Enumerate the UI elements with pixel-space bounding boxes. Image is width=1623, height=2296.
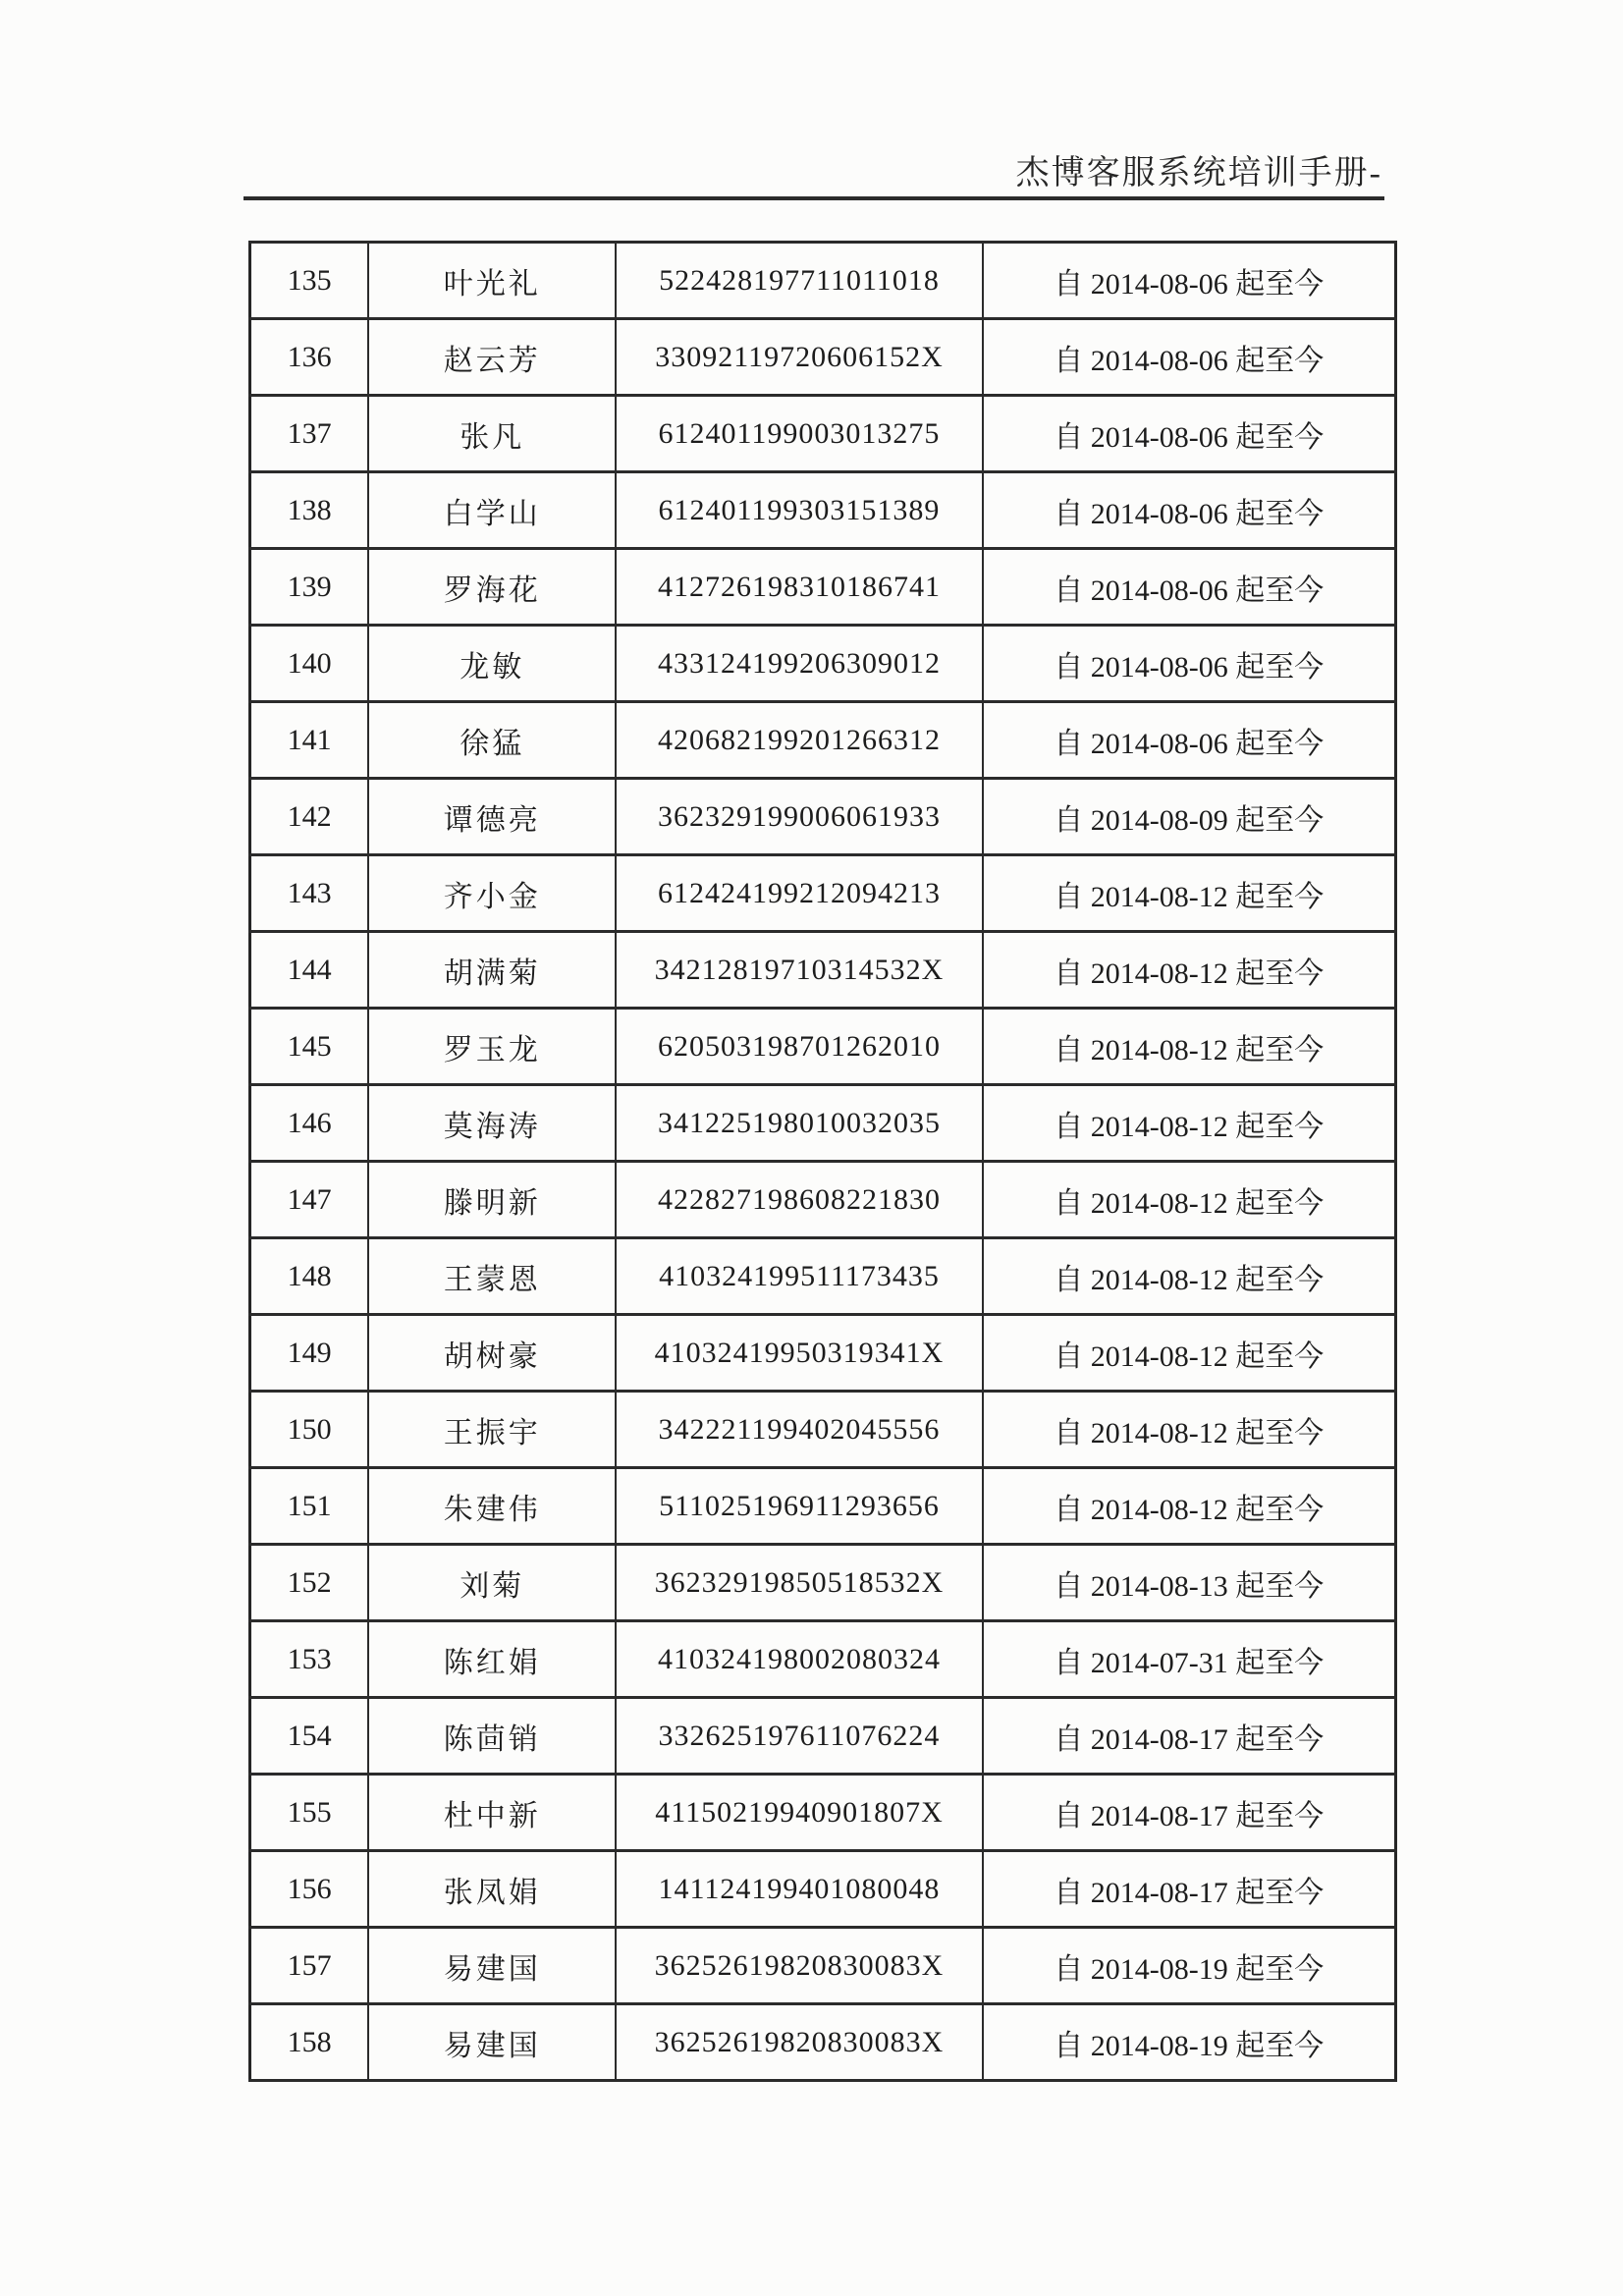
row-number-cell: 144 — [250, 932, 369, 1009]
period-cell: 自 2014-08-12 起至今 — [983, 932, 1396, 1009]
row-number-cell: 138 — [250, 472, 369, 549]
period-cell: 自 2014-08-12 起至今 — [983, 1392, 1396, 1468]
period-cell: 自 2014-08-06 起至今 — [983, 702, 1396, 779]
id-number-cell: 433124199206309012 — [616, 626, 982, 702]
table-row — [250, 2004, 1396, 2081]
table-row — [250, 626, 1396, 702]
row-number-cell: 143 — [250, 855, 369, 932]
name-cell: 齐小金 — [368, 855, 616, 932]
id-number-cell: 362329199006061933 — [616, 779, 982, 855]
period-cell: 自 2014-08-06 起至今 — [983, 396, 1396, 472]
name-cell: 张凤娟 — [368, 1851, 616, 1928]
row-number-cell: 142 — [250, 779, 369, 855]
period-cell: 自 2014-08-12 起至今 — [983, 1085, 1396, 1162]
name-cell: 罗海花 — [368, 549, 616, 626]
period-cell: 自 2014-08-12 起至今 — [983, 855, 1396, 932]
row-number-cell: 151 — [250, 1468, 369, 1545]
name-cell: 谭德亮 — [368, 779, 616, 855]
name-cell: 赵云芳 — [368, 319, 616, 396]
period-cell: 自 2014-08-19 起至今 — [983, 2004, 1396, 2081]
table-row — [250, 779, 1396, 855]
page-header-title: 杰博客服系统培训手册- — [1015, 155, 1382, 191]
period-cell: 自 2014-08-17 起至今 — [983, 1698, 1396, 1775]
period-cell: 自 2014-08-12 起至今 — [983, 1468, 1396, 1545]
id-number-cell: 412726198310186741 — [616, 549, 982, 626]
name-cell: 龙敏 — [368, 626, 616, 702]
table-row — [250, 1621, 1396, 1698]
name-cell: 叶光礼 — [368, 243, 616, 319]
table-row — [250, 1085, 1396, 1162]
id-number-cell: 341225198010032035 — [616, 1085, 982, 1162]
id-number-cell: 420682199201266312 — [616, 702, 982, 779]
row-number-cell: 149 — [250, 1315, 369, 1392]
name-cell: 王蒙恩 — [368, 1238, 616, 1315]
id-number-cell: 410324199511173435 — [616, 1238, 982, 1315]
row-number-cell: 136 — [250, 319, 369, 396]
name-cell: 陈红娟 — [368, 1621, 616, 1698]
id-number-cell: 36252619820830083X — [616, 1928, 982, 2004]
table-row — [250, 1315, 1396, 1392]
id-number-cell: 34212819710314532X — [616, 932, 982, 1009]
id-number-cell: 620503198701262010 — [616, 1009, 982, 1085]
name-cell: 胡树豪 — [368, 1315, 616, 1392]
name-cell: 易建国 — [368, 1928, 616, 2004]
name-cell: 杜中新 — [368, 1775, 616, 1851]
name-cell: 刘菊 — [368, 1545, 616, 1621]
row-number-cell: 156 — [250, 1851, 369, 1928]
row-number-cell: 157 — [250, 1928, 369, 2004]
roster-table — [248, 241, 1397, 2082]
row-number-cell: 150 — [250, 1392, 369, 1468]
period-cell: 自 2014-08-17 起至今 — [983, 1775, 1396, 1851]
table-row — [250, 1545, 1396, 1621]
row-number-cell: 139 — [250, 549, 369, 626]
table-row — [250, 1775, 1396, 1851]
row-number-cell: 145 — [250, 1009, 369, 1085]
name-cell: 徐猛 — [368, 702, 616, 779]
id-number-cell: 141124199401080048 — [616, 1851, 982, 1928]
table-row — [250, 1009, 1396, 1085]
period-cell: 自 2014-08-06 起至今 — [983, 626, 1396, 702]
row-number-cell: 148 — [250, 1238, 369, 1315]
period-cell: 自 2014-08-12 起至今 — [983, 1009, 1396, 1085]
id-number-cell: 511025196911293656 — [616, 1468, 982, 1545]
row-number-cell: 146 — [250, 1085, 369, 1162]
table-row — [250, 1468, 1396, 1545]
row-number-cell: 137 — [250, 396, 369, 472]
period-cell: 自 2014-08-06 起至今 — [983, 243, 1396, 319]
row-number-cell: 141 — [250, 702, 369, 779]
name-cell: 王振宇 — [368, 1392, 616, 1468]
row-number-cell: 140 — [250, 626, 369, 702]
table-row — [250, 1238, 1396, 1315]
row-number-cell: 153 — [250, 1621, 369, 1698]
name-cell: 陈茴销 — [368, 1698, 616, 1775]
id-number-cell: 612401199003013275 — [616, 396, 982, 472]
row-number-cell: 154 — [250, 1698, 369, 1775]
id-number-cell: 41150219940901807X — [616, 1775, 982, 1851]
id-number-cell: 342221199402045556 — [616, 1392, 982, 1468]
header-rule — [243, 196, 1384, 200]
table-row — [250, 472, 1396, 549]
period-cell: 自 2014-08-13 起至今 — [983, 1545, 1396, 1621]
name-cell: 张凡 — [368, 396, 616, 472]
id-number-cell: 36232919850518532X — [616, 1545, 982, 1621]
name-cell: 朱建伟 — [368, 1468, 616, 1545]
row-number-cell: 147 — [250, 1162, 369, 1238]
table-row — [250, 1928, 1396, 2004]
period-cell: 自 2014-08-17 起至今 — [983, 1851, 1396, 1928]
period-cell: 自 2014-08-06 起至今 — [983, 319, 1396, 396]
table-row — [250, 243, 1396, 319]
table-row — [250, 1698, 1396, 1775]
id-number-cell: 41032419950319341X — [616, 1315, 982, 1392]
table-row — [250, 319, 1396, 396]
name-cell: 莫海涛 — [368, 1085, 616, 1162]
name-cell: 白学山 — [368, 472, 616, 549]
name-cell: 易建国 — [368, 2004, 616, 2081]
table-row — [250, 396, 1396, 472]
id-number-cell: 522428197711011018 — [616, 243, 982, 319]
table-row — [250, 549, 1396, 626]
id-number-cell: 612401199303151389 — [616, 472, 982, 549]
period-cell: 自 2014-07-31 起至今 — [983, 1621, 1396, 1698]
period-cell: 自 2014-08-09 起至今 — [983, 779, 1396, 855]
id-number-cell: 410324198002080324 — [616, 1621, 982, 1698]
period-cell: 自 2014-08-12 起至今 — [983, 1238, 1396, 1315]
period-cell: 自 2014-08-06 起至今 — [983, 549, 1396, 626]
table-row — [250, 855, 1396, 932]
table-row — [250, 1851, 1396, 1928]
id-number-cell: 422827198608221830 — [616, 1162, 982, 1238]
id-number-cell: 612424199212094213 — [616, 855, 982, 932]
row-number-cell: 155 — [250, 1775, 369, 1851]
name-cell: 罗玉龙 — [368, 1009, 616, 1085]
name-cell: 胡满菊 — [368, 932, 616, 1009]
row-number-cell: 158 — [250, 2004, 369, 2081]
id-number-cell: 33092119720606152X — [616, 319, 982, 396]
table-row — [250, 702, 1396, 779]
name-cell: 滕明新 — [368, 1162, 616, 1238]
period-cell: 自 2014-08-06 起至今 — [983, 472, 1396, 549]
period-cell: 自 2014-08-12 起至今 — [983, 1162, 1396, 1238]
table-row — [250, 1162, 1396, 1238]
period-cell: 自 2014-08-19 起至今 — [983, 1928, 1396, 2004]
id-number-cell: 332625197611076224 — [616, 1698, 982, 1775]
period-cell: 自 2014-08-12 起至今 — [983, 1315, 1396, 1392]
id-number-cell: 36252619820830083X — [616, 2004, 982, 2081]
table-row — [250, 932, 1396, 1009]
table-row — [250, 1392, 1396, 1468]
row-number-cell: 135 — [250, 243, 369, 319]
row-number-cell: 152 — [250, 1545, 369, 1621]
roster-table-body — [250, 243, 1396, 2081]
